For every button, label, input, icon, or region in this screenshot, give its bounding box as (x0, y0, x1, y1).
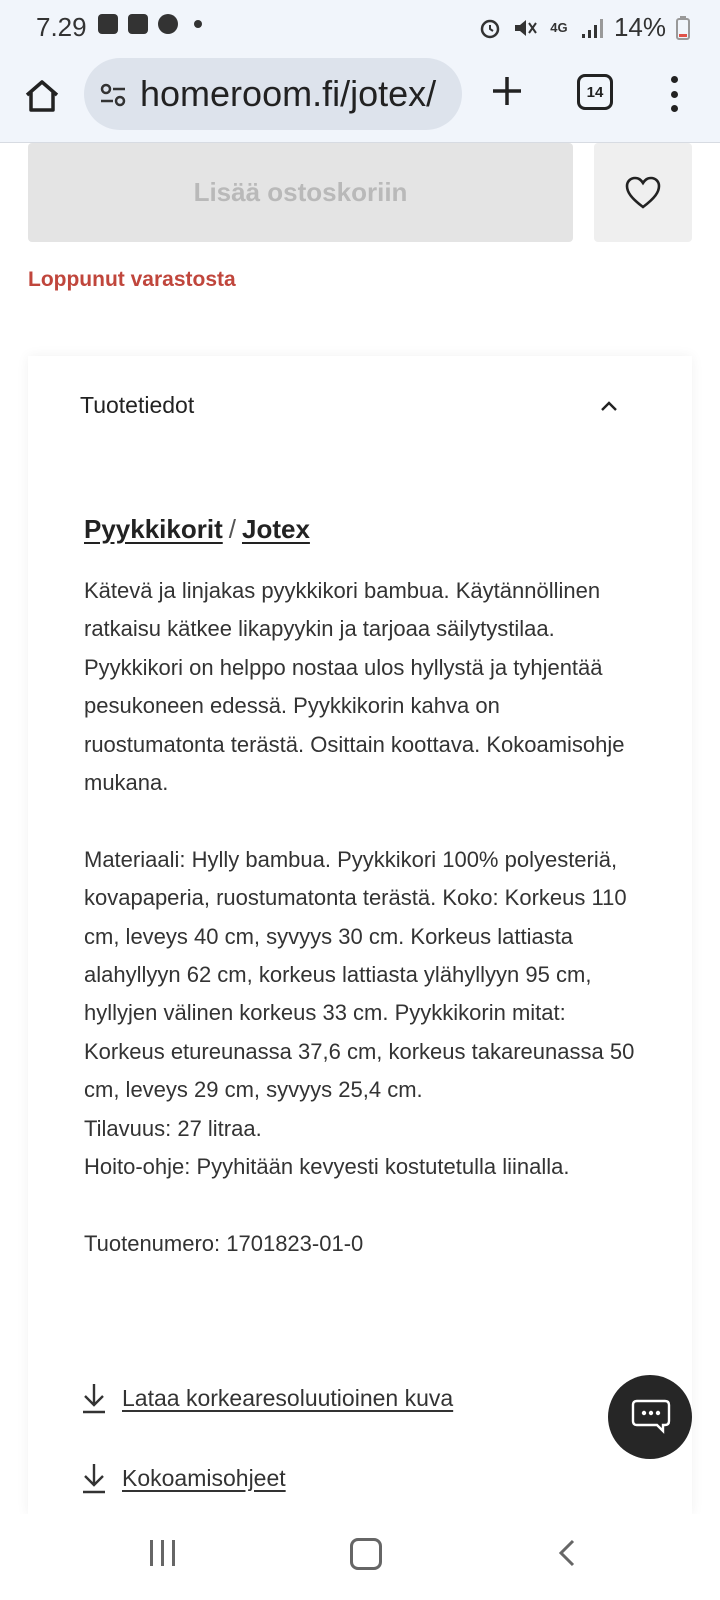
alarm-notification-icon (158, 14, 178, 34)
download-image-link[interactable] (82, 1382, 453, 1414)
battery-icon (676, 16, 690, 40)
details-section-title[interactable]: Tuotetiedot (80, 392, 195, 418)
system-navigation-bar (0, 1514, 720, 1600)
battery-percent: 14% (613, 12, 666, 42)
more-vert-icon[interactable] (668, 76, 680, 112)
chat-icon (627, 1397, 673, 1437)
gallery-notification-icon (98, 14, 118, 34)
chevron-up-icon[interactable] (600, 400, 618, 412)
tab-switcher-button[interactable] (577, 74, 613, 110)
new-tab-icon[interactable] (490, 74, 524, 108)
download-icon (82, 1462, 106, 1494)
notification-icons (98, 14, 202, 34)
breadcrumb-category-link[interactable]: Pyykkikorit (84, 514, 223, 544)
download-icon (82, 1382, 106, 1414)
chat-button[interactable] (608, 1375, 692, 1459)
mute-icon (512, 16, 538, 40)
address-bar[interactable] (84, 58, 462, 130)
assembly-instructions-label: Kokoamisohjeet (122, 1464, 286, 1491)
breadcrumb-separator: / (228, 514, 236, 544)
product-description (84, 572, 644, 1263)
url-text: homeroom.fi/jotex/ (140, 73, 437, 114)
alert-notification-icon (128, 14, 148, 34)
nav-home-icon[interactable] (350, 1538, 382, 1570)
add-to-cart-label: Lisää ostoskoriin (193, 177, 408, 207)
heart-icon (625, 176, 661, 210)
signal-icon (580, 16, 604, 40)
description-specs: Materiaali: Hylly bambua. Pyykkikori 100% polyesteriä, kovapaperia, ruostumatonta terästä. Koko: Korkeus 110 cm, leveys 40 cm, syvyys 30 cm. Korkeus lattiasta alahyllyyn 62 cm, korkeus lattiasta ylähyllyyn 95 cm, hyllyjen välinen korkeus 33 cm. Pyykkikorin mitat: Korkeus etureunassa 37,6 cm, korkeus takareunassa 50 cm, leveys 29 cm, syvyys 25,4 cm. Tilavuus: 27 litraa. Hoito-ohje: Pyyhitään kevyesti kostutetulla liinalla. (84, 846, 635, 1180)
recents-icon[interactable] (150, 1540, 175, 1566)
assembly-instructions-link[interactable] (82, 1462, 286, 1494)
site-settings-icon[interactable] (98, 80, 128, 110)
breadcrumb (84, 514, 310, 545)
product-number: Tuotenumero: 1701823-01-0 (84, 1230, 364, 1256)
status-bar (0, 0, 720, 54)
status-time: 7.29 (36, 12, 87, 42)
description-intro: Kätevä ja linjakas pyykkikori bambua. Käytännöllinen ratkaisu kätkee likapyykin ja tarjoaa säilytystilaa. Pyykkikori on helppo nostaa ulos hyllystä ja tyhjentää pesukoneen edessä. Pyykkikorin kahva on ruostumatonta terästä. Osittain koottava. Kokoamisohje mukana. (84, 578, 625, 796)
alarm-icon (478, 16, 502, 40)
more-notifications-icon (194, 20, 202, 28)
network-type: 4G (550, 19, 568, 35)
system-icons (478, 12, 690, 43)
add-to-cart-button[interactable] (28, 143, 573, 242)
back-icon[interactable] (556, 1538, 578, 1568)
product-details-card (28, 356, 692, 1516)
home-icon[interactable] (22, 76, 62, 116)
favorite-button[interactable] (594, 143, 692, 242)
stock-status: Loppunut varastosta (28, 268, 236, 291)
browser-toolbar (0, 54, 720, 143)
breadcrumb-brand-link[interactable]: Jotex (241, 514, 310, 544)
download-image-label: Lataa korkearesoluutioinen kuva (122, 1384, 454, 1411)
tab-count: 14 (586, 83, 604, 101)
